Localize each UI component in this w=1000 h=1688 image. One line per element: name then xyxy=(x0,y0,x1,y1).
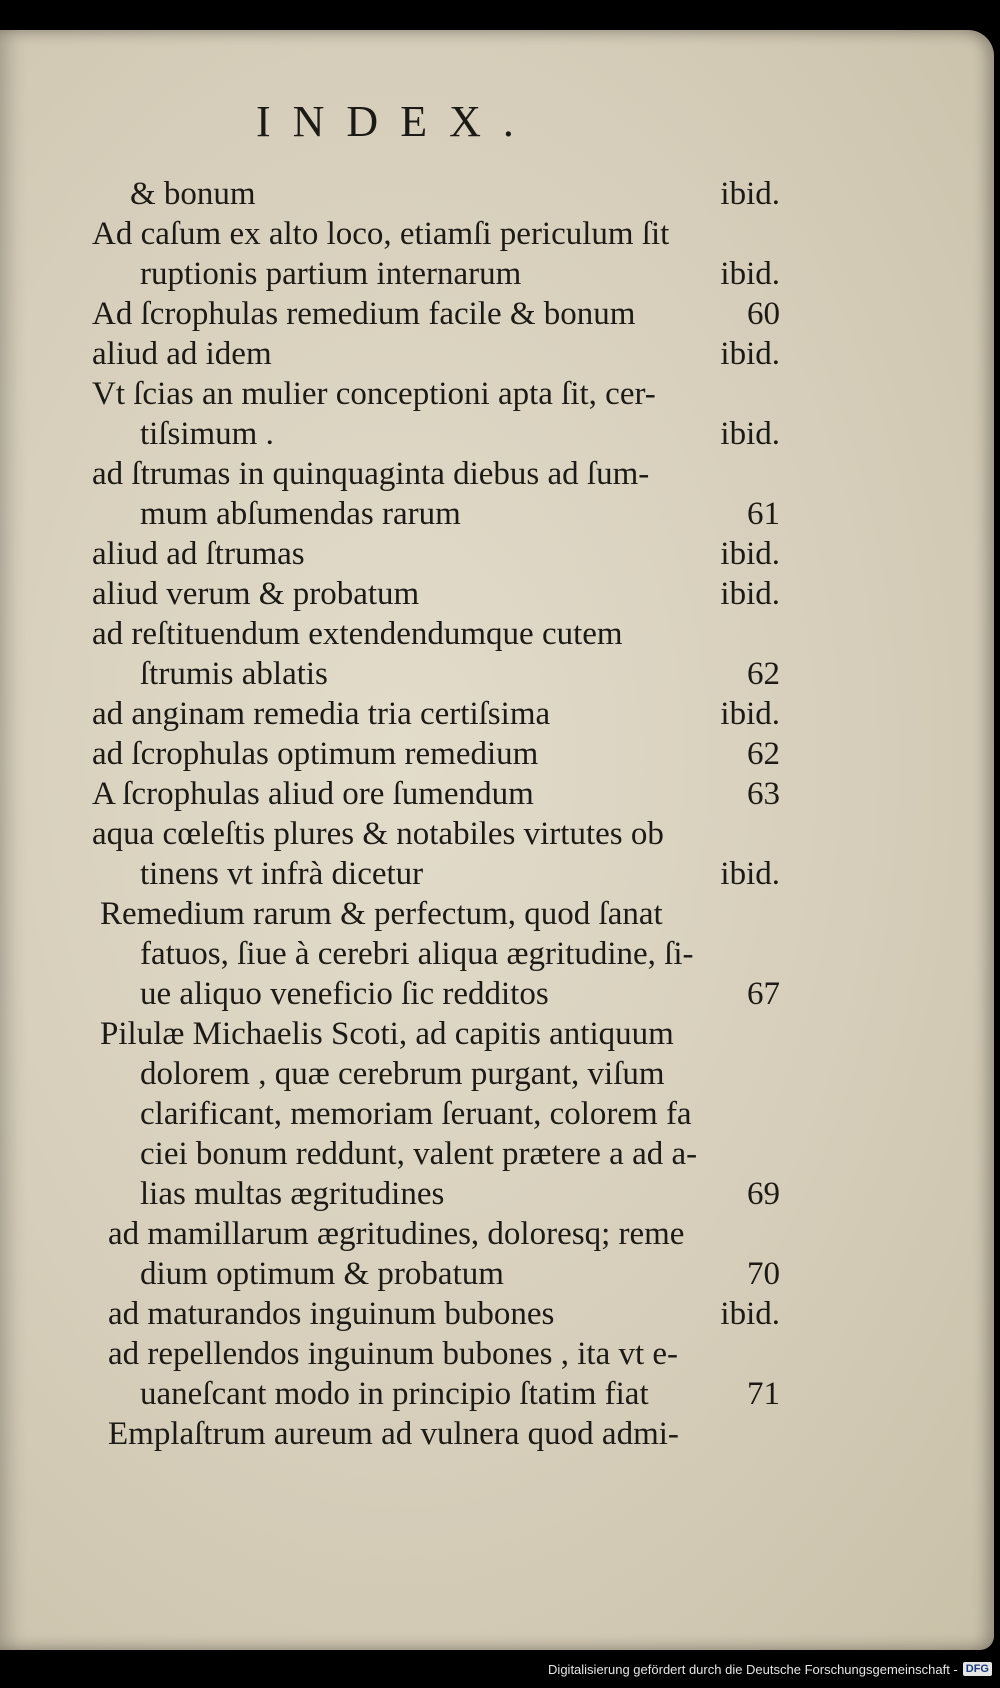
index-entry xyxy=(92,334,780,374)
entry-page-ref: ibid. xyxy=(720,256,780,292)
entry-page-ref: ibid. xyxy=(720,176,780,212)
index-entry xyxy=(92,574,780,614)
entry-text: Ad caſum ex alto loco, etiamſi periculum ſit xyxy=(92,216,670,252)
entry-text: mum abſumendas rarum xyxy=(140,496,461,532)
entry-text: tinens vt infrà dicetur xyxy=(140,856,424,892)
entry-page-ref: ibid. xyxy=(720,336,780,372)
index-entry xyxy=(140,414,780,454)
index-entry xyxy=(140,1374,780,1414)
index-entry xyxy=(92,614,780,654)
entry-text: ad repellendos inguinum bubones , ita vt e- xyxy=(108,1336,679,1372)
entry-text: Pilulæ Michaelis Scoti, ad capitis antiquum xyxy=(100,1016,674,1052)
index-entry xyxy=(108,1214,780,1254)
entry-text: ad maturandos inguinum bubones xyxy=(108,1296,555,1332)
index-entry xyxy=(140,1254,780,1294)
entry-text: ad ſtrumas in quinquaginta diebus ad ſum- xyxy=(92,456,650,492)
entry-text: Emplaſtrum aureum ad vulnera quod admi- xyxy=(108,1416,679,1452)
entry-text: aqua cœleſtis plures & notabiles virtutes ob xyxy=(92,816,664,852)
index-entry xyxy=(140,654,780,694)
entry-text: aliud ad idem xyxy=(92,336,272,372)
digitization-credit xyxy=(0,1654,992,1684)
index-entry xyxy=(100,894,780,934)
page-header: INDEX. xyxy=(256,97,536,146)
index-entry xyxy=(92,734,780,774)
index-entry xyxy=(140,254,780,294)
index-entry xyxy=(92,694,780,734)
index-entry xyxy=(140,1134,780,1174)
entry-text: aliud verum & probatum xyxy=(92,576,420,612)
entry-text: ruptionis partium internarum xyxy=(140,256,522,292)
entry-page-ref: ibid. xyxy=(720,536,780,572)
index-entry xyxy=(100,1014,780,1054)
entry-page-ref: 71 xyxy=(747,1376,780,1412)
entry-page-ref: 60 xyxy=(747,296,780,332)
entry-page-ref: ibid. xyxy=(720,416,780,452)
index-entry xyxy=(108,1334,780,1374)
entry-text: uaneſcant modo in principio ſtatim fiat xyxy=(140,1376,649,1412)
entry-page-ref: 62 xyxy=(747,656,780,692)
entry-text: clarificant, memoriam ſeruant, colorem fa xyxy=(140,1096,692,1132)
index-entry xyxy=(140,1094,780,1134)
entry-page-ref: 61 xyxy=(747,496,780,532)
entry-text: & bonum xyxy=(130,176,256,212)
entry-text: dolorem , quæ cerebrum purgant, viſum xyxy=(140,1056,665,1092)
dfg-logo: DFG xyxy=(963,1662,992,1676)
index-entry xyxy=(108,1414,780,1454)
index-entry xyxy=(140,494,780,534)
entry-page-ref: 62 xyxy=(747,736,780,772)
index-entry xyxy=(108,1294,780,1334)
entry-text: ad reſtituendum extendendumque cutem xyxy=(92,616,623,652)
index-entry xyxy=(92,814,780,854)
entry-page-ref: ibid. xyxy=(720,856,780,892)
index-entry xyxy=(92,454,780,494)
index-entry xyxy=(140,934,780,974)
entry-text: ue aliquo veneficio ſic redditos xyxy=(140,976,549,1012)
entry-page-ref: 70 xyxy=(747,1256,780,1292)
entry-page-ref: 63 xyxy=(747,776,780,812)
index-entry xyxy=(140,1054,780,1094)
entry-text: fatuos, ſiue à cerebri aliqua ægritudine, ſi- xyxy=(140,936,694,972)
index-entry xyxy=(92,374,780,414)
index-entry xyxy=(140,1174,780,1214)
entry-text: Remedium rarum & perfectum, quod ſanat xyxy=(100,896,663,932)
index-entry xyxy=(92,774,780,814)
entry-page-ref: 67 xyxy=(747,976,780,1012)
entry-text: ciei bonum reddunt, valent prætere a ad a- xyxy=(140,1136,698,1172)
entry-page-ref: ibid. xyxy=(720,696,780,732)
index-list xyxy=(0,30,994,1650)
entry-page-ref: 69 xyxy=(747,1176,780,1212)
credit-text: Digitalisierung gefördert durch die Deutsche Forschungsgemeinschaft - xyxy=(548,1661,958,1677)
entry-text: Vt ſcias an mulier conceptioni apta ſit, cer- xyxy=(92,376,656,412)
entry-text: ad ſcrophulas optimum remedium xyxy=(92,736,539,772)
index-entry xyxy=(92,534,780,574)
entry-text: ad anginam remedia tria certiſsima xyxy=(92,696,551,732)
entry-text: lias multas ægritudines xyxy=(140,1176,445,1212)
entry-page-ref: ibid. xyxy=(720,576,780,612)
entry-text: tiſsimum . xyxy=(140,416,274,452)
index-entry xyxy=(140,854,780,894)
entry-text: aliud ad ſtrumas xyxy=(92,536,305,572)
index-entry xyxy=(130,174,780,214)
entry-text: ad mamillarum ægritudines, doloresq; reme xyxy=(108,1216,685,1252)
book-page xyxy=(0,30,994,1650)
index-entry xyxy=(92,214,780,254)
entry-text: A ſcrophulas aliud ore ſumendum xyxy=(92,776,534,812)
index-entry xyxy=(92,294,780,334)
entry-page-ref: ibid. xyxy=(720,1296,780,1332)
entry-text: Ad ſcrophulas remedium facile & bonum xyxy=(92,296,636,332)
entry-text: dium optimum & probatum xyxy=(140,1256,504,1292)
index-entry xyxy=(140,974,780,1014)
entry-text: ſtrumis ablatis xyxy=(140,656,328,692)
